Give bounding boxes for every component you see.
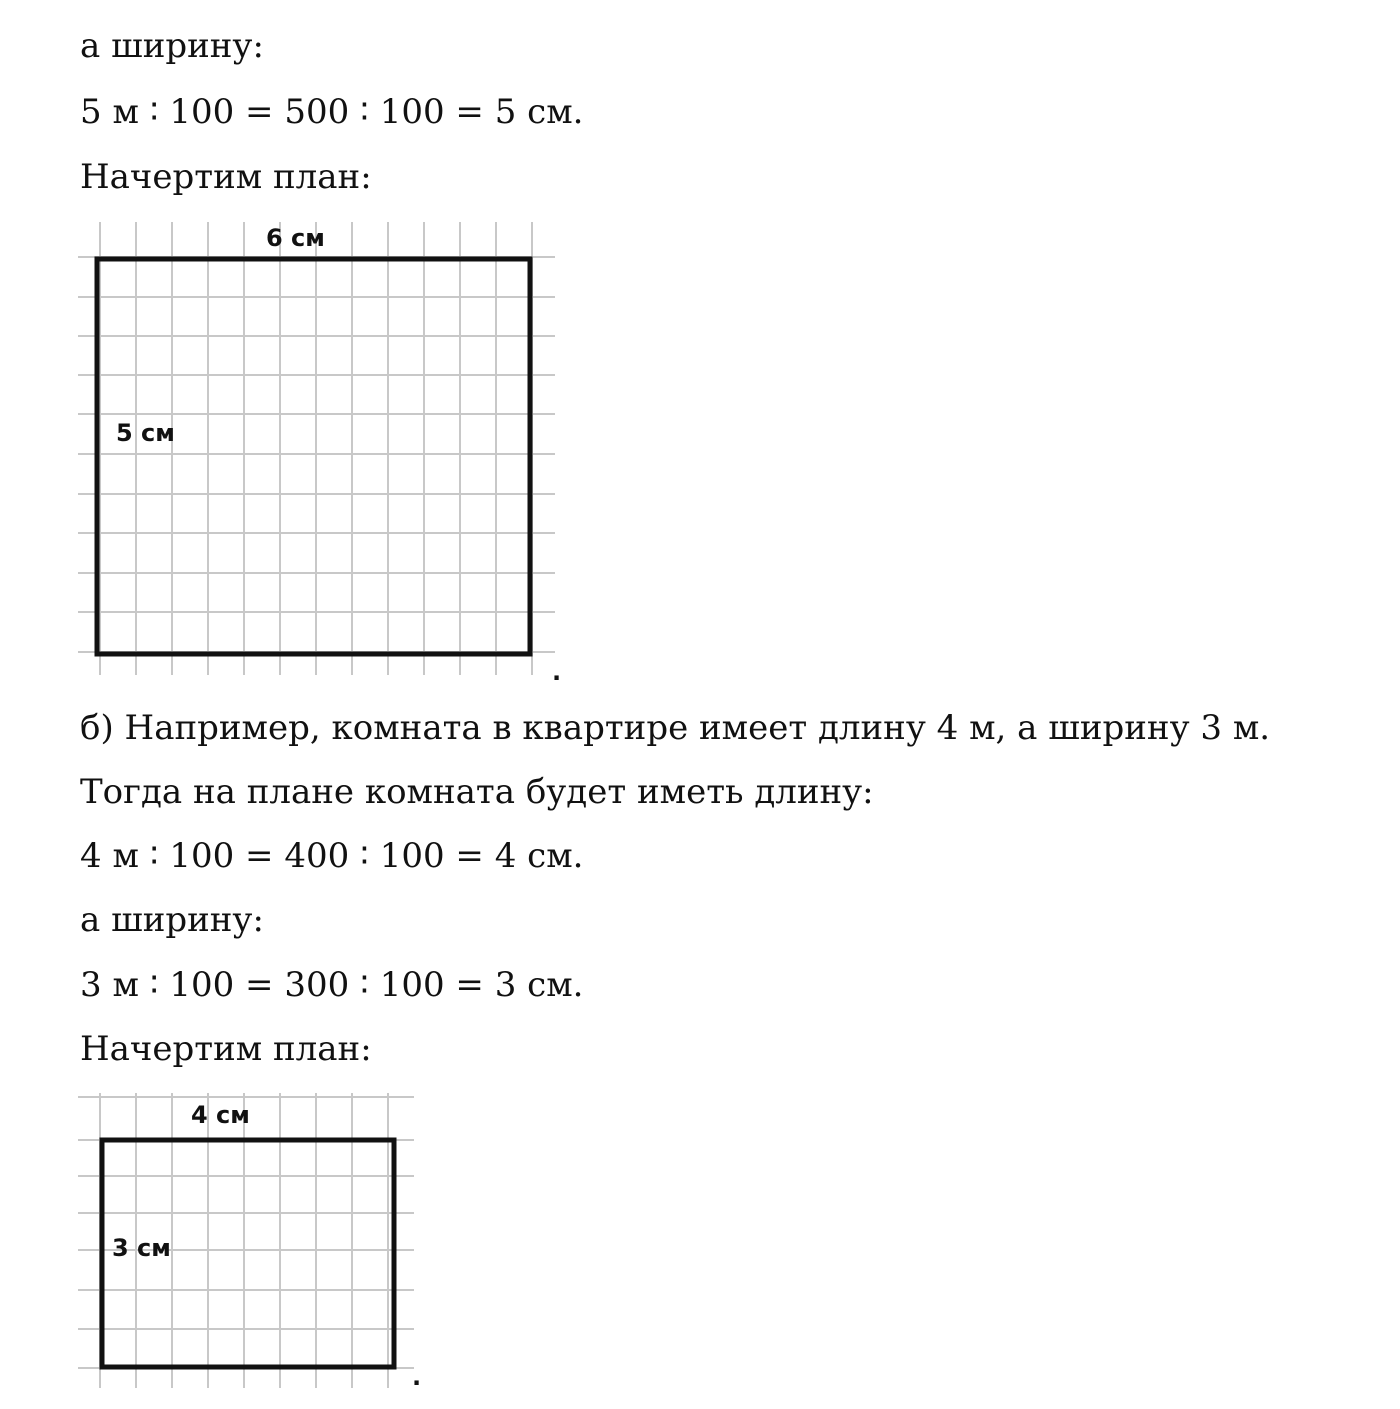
room-plan-b (78, 1093, 438, 1393)
plan-a-width-label: 5 см (116, 419, 175, 447)
room-plan-a (78, 220, 568, 690)
draw-plan-heading-b: Начертим план: (80, 1029, 372, 1069)
plan-b-width-label: 3 см (112, 1234, 171, 1262)
length-heading-b: Тогда на плане комната будет иметь длину: (80, 772, 874, 812)
example-statement-b: б) Например, комната в квартире имеет длину 4 м, а ширину 3 м. (80, 708, 1271, 748)
plan-a-drawing (78, 220, 568, 690)
plan-a-end-mark: . (552, 658, 562, 686)
plan-a-grid (78, 222, 555, 675)
draw-plan-heading-a: Начертим план: (80, 157, 372, 197)
room-outline-a (97, 259, 530, 654)
plan-b-drawing (78, 1093, 438, 1393)
width-calculation-b: 3 м ∶ 100 = 300 ∶ 100 = 3 см. (80, 965, 584, 1005)
width-calculation-a: 5 м ∶ 100 = 500 ∶ 100 = 5 см. (80, 92, 584, 132)
width-heading-b: а ширину: (80, 900, 264, 940)
plan-a-length-label: 6 см (266, 224, 325, 252)
plan-b-end-mark: . (412, 1363, 422, 1391)
length-calculation-b: 4 м ∶ 100 = 400 ∶ 100 = 4 см. (80, 836, 584, 876)
plan-b-length-label: 4 см (191, 1101, 250, 1129)
width-heading-a: а ширину: (80, 26, 264, 66)
